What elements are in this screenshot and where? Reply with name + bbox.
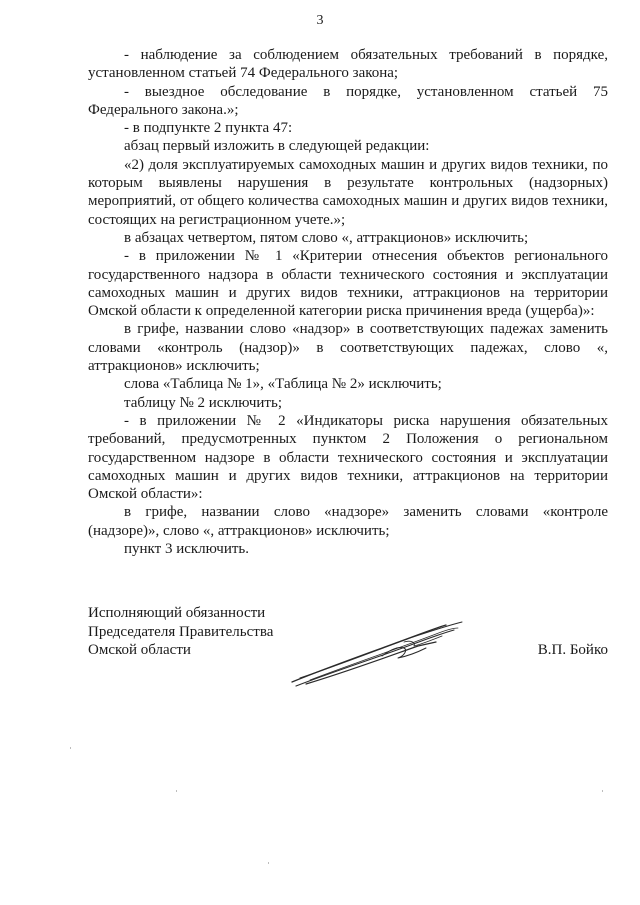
scan-speck — [602, 790, 603, 792]
signatory-name: В.П. Бойко — [537, 642, 608, 658]
document-body — [88, 46, 608, 558]
paragraph: слова «Таблица № 1», «Таблица № 2» исключить; — [124, 376, 442, 393]
paragraph: - выездное обследование в порядке, установленном статьей 75 Федерального закона.»; — [88, 83, 608, 118]
scan-speck — [268, 862, 269, 864]
signatory-title-line: Омской области — [88, 642, 191, 658]
paragraph: в абзацах четвертом, пятом слово «, аттракционов» исключить; — [124, 229, 529, 246]
paragraph: «2) доля эксплуатируемых самоходных машин и других видов техники, по которым выявлены нарушения в результате контрольных (надзорных) мероприятий, от общего количества самоходных машин и других видов техники, состоящих на регистрационном учете.»; — [88, 156, 608, 228]
paragraph: - в подпункте 2 пункта 47: — [124, 120, 293, 137]
paragraph: - в приложении № 2 «Индикаторы риска нарушения обязательных требований, предусмотренных пунктом 2 Положения о региональном государственном надзоре в области технического состояния и эксплуатации самоходных машин и других видов техники, аттракционов на территории Омской области»: — [88, 412, 608, 503]
handwritten-signature — [286, 612, 476, 692]
scan-speck — [70, 747, 71, 749]
paragraph: - в приложении № 1 «Критерии отнесения объектов регионального государственного надзора в области технического состояния и эксплуатации самоходных машин и других видов техники, аттракционов на территории Омской области к определенной категории риска причинения вреда (ущерба)»: — [88, 248, 608, 320]
paragraph: в грифе, названии слово «надзор» в соответствующих падежах заменить словами «контроль (надзор)» в соответствующих падежах, слово «, аттракционов» исключить; — [88, 321, 608, 375]
paragraph: в грифе, названии слово «надзоре» заменить словами «контроле (надзоре)», слово «, аттракционов» исключить; — [88, 504, 608, 539]
paragraph: - наблюдение за соблюдением обязательных требований в порядке, установленном статьей 74 Федерального закона; — [88, 47, 608, 82]
paragraph: абзац первый изложить в следующей редакции: — [124, 138, 430, 155]
signatory-title-line: Исполняющий обязанности — [88, 605, 266, 621]
paragraph: пункт 3 исключить. — [124, 541, 250, 558]
paragraph: таблицу № 2 исключить; — [124, 394, 282, 411]
page-number: 3 — [316, 13, 324, 28]
scan-speck — [176, 790, 177, 792]
signatory-title-line: Председателя Правительства — [88, 623, 274, 640]
